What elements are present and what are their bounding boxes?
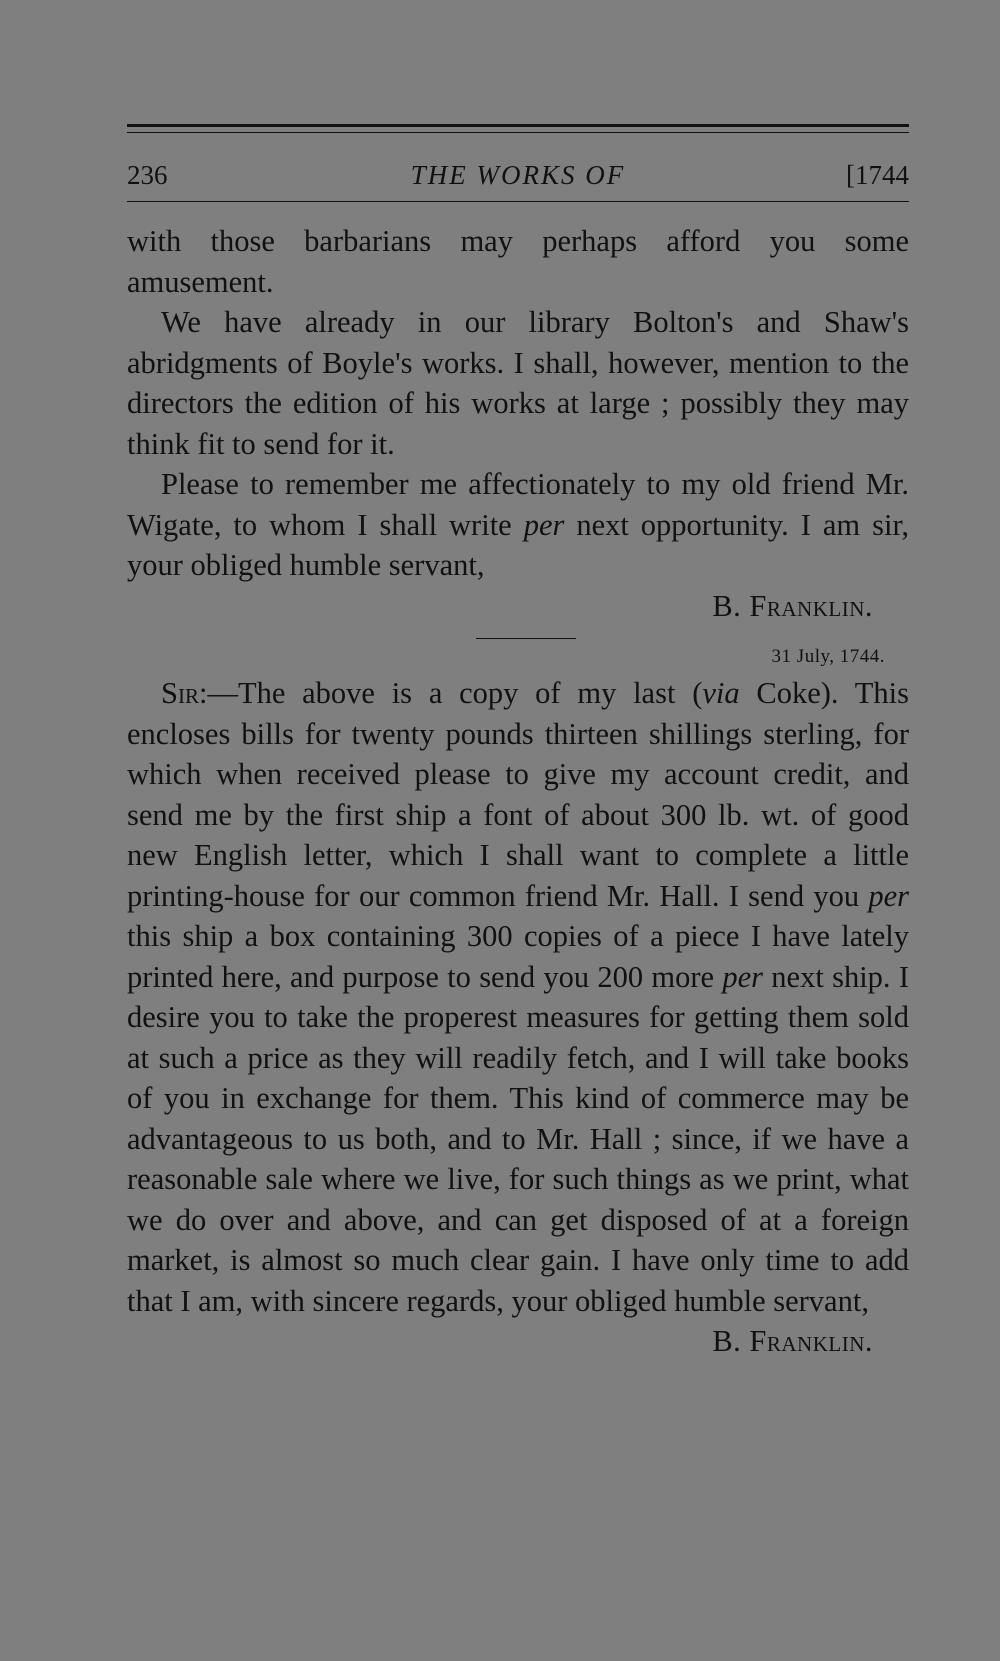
running-head: [127, 155, 909, 195]
top-rule-thin: [127, 132, 909, 133]
signature-name: Franklin.: [749, 588, 873, 623]
paragraph-1: with those barbarians may perhaps afford you some amusement.: [127, 224, 909, 299]
header-rule: [127, 201, 909, 202]
section-divider: [476, 638, 576, 639]
dateline: 31 July, 1744.: [771, 646, 885, 667]
paragraph-2: We have already in our library Bolton's and Shaw's abridgments of Boyle's works. I shall, however, mention to the directors the edition of his works at large ; possibly they may think fit to send for it.: [127, 305, 909, 461]
running-title: THE WORKS OF: [410, 160, 626, 190]
italic-via: via: [702, 676, 740, 710]
page-number: 236: [127, 160, 168, 190]
paragraph-4: Sir:—The above is a copy of my last (via Coke). This encloses bills for twenty pounds thirteen shillings sterling, for which when received please to give my account credit, and send me by the first ship a font of about 300 lb. wt. of good new English letter, which I shall want to complete a little printing-house for our common friend Mr. Hall. I send you per this ship a box containing 300 copies of a piece I have lately printed here, and purpose to send you 200 more per next ship. I desire you to take the properest measures for getting them sold at such a price as they will readily fetch, and I will take books of you in exchange for them. This kind of commerce may be advantageous to us both, and to Mr. Hall ; since, if we have a reasonable sale where we live, for such things as we print, what we do over and above, and can get disposed of at a foreign market, is almost so much clear gain. I have only time to add that I am, with sincere regards, your obliged humble servant,: [127, 676, 909, 1318]
salutation: Sir: [161, 676, 199, 710]
italic-per: per: [868, 878, 909, 913]
paragraph-3: Please to remember me affectionately to my old friend Mr. Wigate, to whom I shall write per next opportunity. I am sir, your obliged humble servant,: [127, 467, 910, 582]
running-year: [1744: [846, 160, 909, 190]
italic-per: per: [722, 959, 764, 994]
body-text: [127, 221, 909, 586]
signature-1: B. Franklin.: [712, 588, 873, 623]
signature-name: Franklin.: [749, 1324, 873, 1358]
signature-2: B. Franklin.: [712, 1324, 873, 1358]
italic-per: per: [523, 507, 565, 542]
letter-2-text: [127, 673, 909, 1321]
top-rule: [127, 124, 909, 127]
book-page: [127, 124, 909, 1362]
